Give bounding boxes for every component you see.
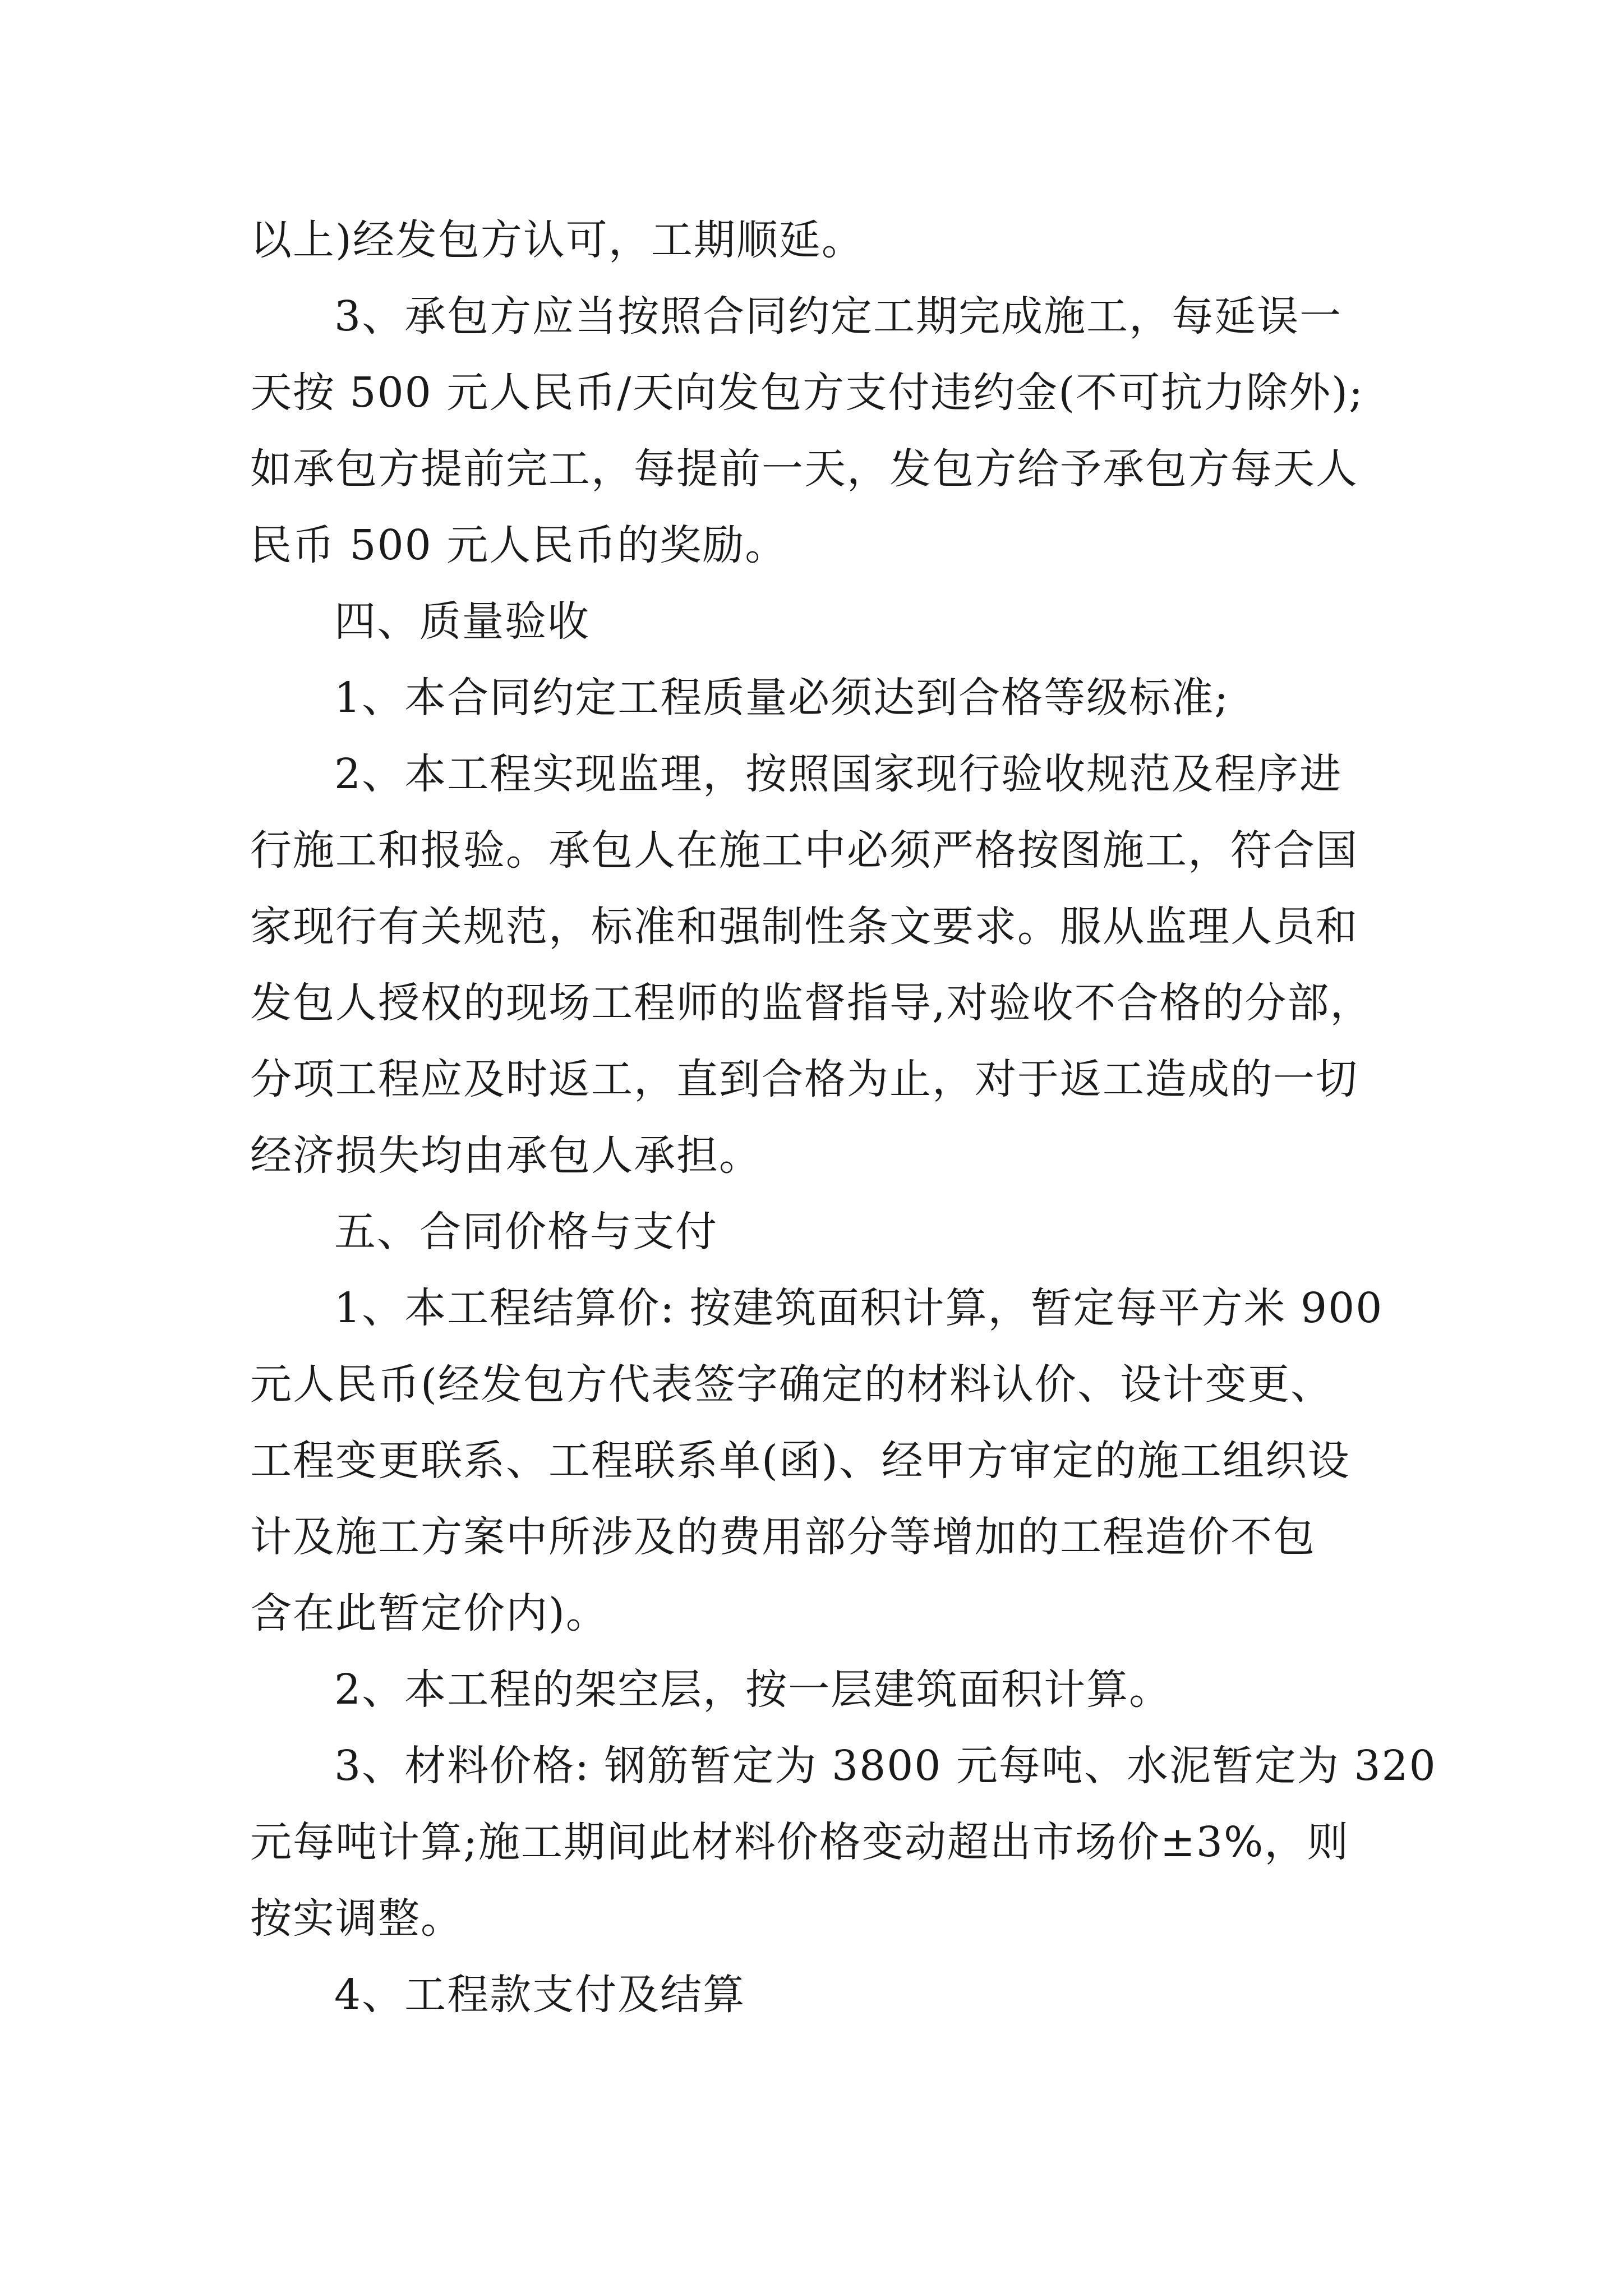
text-line: 1、本合同约定工程质量必须达到合格等级标准; bbox=[334, 674, 1230, 722]
text-line: 元每吨计算;施工期间此材料价格变动超出市场价±3%，则 bbox=[250, 1818, 1350, 1866]
text-line: 如承包方提前完工，每提前一天，发包方给予承包方每天人 bbox=[250, 445, 1358, 493]
text-line: 家现行有关规范，标准和强制性条文要求。服从监理人员和 bbox=[250, 903, 1358, 951]
text-line: 工程变更联系、工程联系单(函)、经甲方审定的施工组织设 bbox=[250, 1437, 1350, 1485]
text-line: 计及施工方案中所涉及的费用部分等增加的工程造价不包 bbox=[250, 1513, 1316, 1561]
text-line: 含在此暂定价内)。 bbox=[250, 1589, 608, 1637]
text-line: 以上)经发包方认可，工期顺延。 bbox=[250, 216, 864, 264]
text-line: 五、合同价格与支付 bbox=[334, 1208, 718, 1256]
text-line: 民币 500 元人民币的奖励。 bbox=[250, 521, 788, 569]
text-line: 分项工程应及时返工，直到合格为止，对于返工造成的一切 bbox=[250, 1055, 1358, 1103]
text-line: 2、本工程的架空层，按一层建筑面积计算。 bbox=[334, 1665, 1172, 1714]
text-line: 天按 500 元人民币/天向发包方支付违约金(不可抗力除外); bbox=[250, 369, 1364, 417]
text-line: 3、承包方应当按照合同约定工期完成施工，每延误一 bbox=[334, 292, 1343, 341]
text-line: 经济损失均由承包人承担。 bbox=[250, 1131, 762, 1180]
text-line: 1、本工程结算价: 按建筑面积计算，暂定每平方米 900 bbox=[334, 1284, 1384, 1332]
text-line: 元人民币(经发包方代表签字确定的材料认价、设计变更、 bbox=[250, 1360, 1333, 1409]
text-line: 3、材料价格: 钢筋暂定为 3800 元每吨、水泥暂定为 320 bbox=[334, 1742, 1437, 1790]
text-line: 行施工和报验。承包人在施工中必须严格按图施工，符合国 bbox=[250, 826, 1358, 875]
text-line: 4、工程款支付及结算 bbox=[334, 1971, 746, 2019]
text-line: 按实调整。 bbox=[250, 1894, 463, 1943]
document-body bbox=[250, 202, 1437, 2033]
text-line: 四、质量验收 bbox=[334, 597, 590, 646]
text-line: 发包人授权的现场工程师的监督指导,对验收不合格的分部， bbox=[250, 979, 1373, 1027]
text-line: 2、本工程实现监理，按照国家现行验收规范及程序进 bbox=[334, 750, 1343, 798]
